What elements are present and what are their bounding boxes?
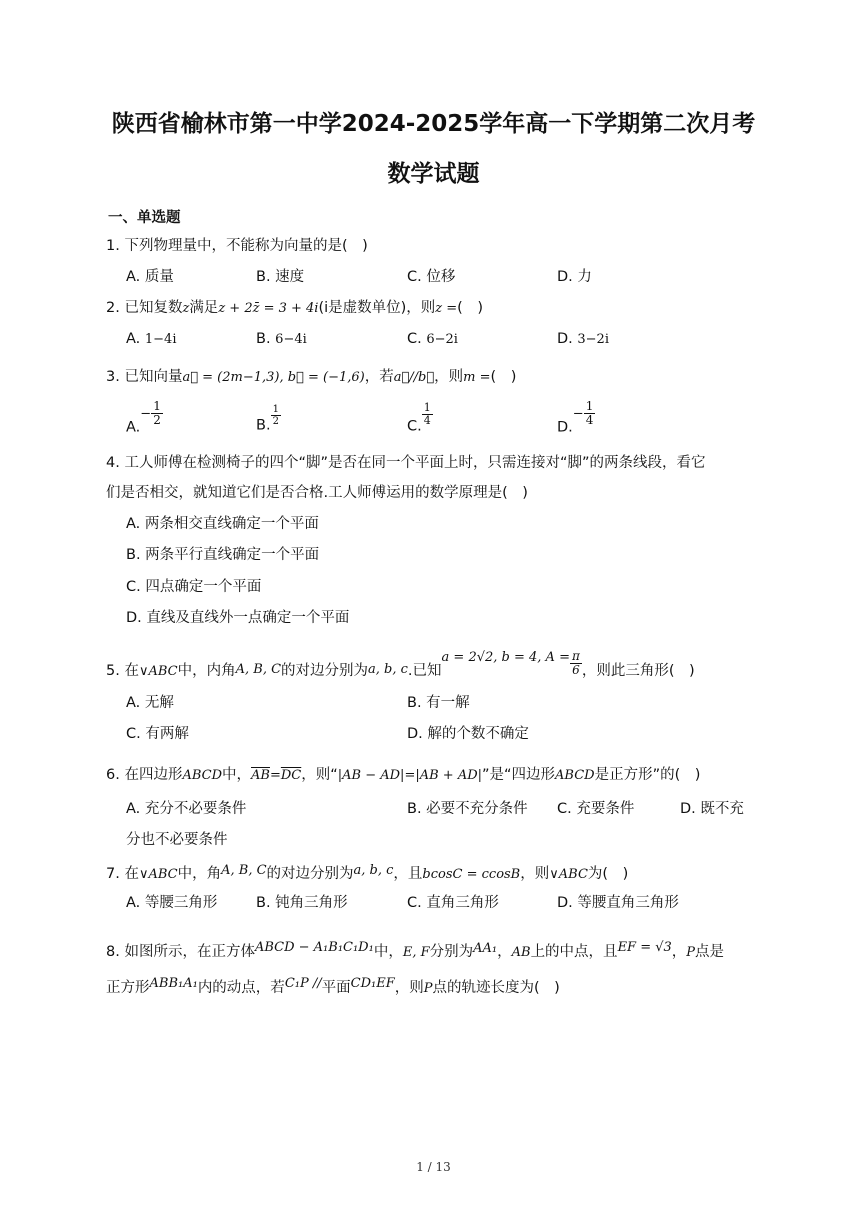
- question-1-option-a: A. 质量: [126, 269, 174, 285]
- question-6-option-d-wrap: 分也不必要条件: [126, 832, 228, 848]
- question-2-option-b: B. 6−4i: [256, 331, 307, 347]
- question-4-option-d: D. 直线及直线外一点确定一个平面: [126, 610, 350, 626]
- question-8-line-2: 正方形ABB₁A₁内的动点，若C₁P //平面CD₁EF，则P点的轨迹长度为( ): [106, 976, 560, 996]
- question-5-option-c: C. 有两解: [126, 726, 189, 742]
- question-3-option-d: D.− $\frac{1}{4}$: [557, 399, 594, 436]
- question-6-option-d: D. 既不充: [680, 801, 744, 817]
- question-7-stem: 7. 在∨ABC中，角A, B, C的对边分别为a, b, c，且bcosC = ccosB，则∨ABC为( ): [106, 863, 629, 882]
- question-1-option-b: B. 速度: [256, 269, 305, 285]
- question-4-option-b: B. 两条平行直线确定一个平面: [126, 547, 320, 563]
- question-5-option-d: D. 解的个数不确定: [407, 726, 529, 742]
- question-3-option-c: C. $\frac{1}{4}$: [407, 401, 431, 435]
- question-2-option-a: A. 1−4i: [126, 331, 177, 347]
- question-4-line-1: 4. 工人师傅在检测椅子的四个“脚”是否在同一个平面上时，只需连接对“脚”的两条线段，看它: [106, 455, 706, 471]
- question-5-stem: 5. 在∨ABC中，内角A, B, C的对边分别为a, b, c.已知a = 2√2, b = 4, A = $\frac{\pi}{6}$ ，则此三角形( ): [106, 648, 695, 679]
- question-4-option-a: A. 两条相交直线确定一个平面: [126, 516, 319, 532]
- question-3-stem: 3. 已知向量a⃗ = (2m−1,3), b⃗ = (−1,6)，若a⃗//b⃗，则m =( ): [106, 369, 517, 385]
- question-2-condition: z + 2z̄ = 3 + 4i: [218, 301, 319, 316]
- question-7-option-b: B. 钝角三角形: [256, 895, 348, 911]
- question-4-line-2: 们是否相交，就知道它们是否合格.工人师傅运用的数学原理是( ): [106, 485, 528, 501]
- question-2-option-d: D. 3−2i: [557, 331, 609, 347]
- question-1-option-c: C. 位移: [407, 269, 456, 285]
- question-7-option-a: A. 等腰三角形: [126, 895, 218, 911]
- page-title: 陕西省榆林市第一中学2024-2025学年高一下学期第二次月考: [111, 111, 756, 137]
- question-2-option-c: C. 6−2i: [407, 331, 458, 347]
- question-6-option-b: B. 必要不充分条件: [407, 801, 528, 817]
- question-3-option-a: A.− $\frac{1}{2}$: [126, 399, 161, 436]
- page-number: 1 / 13: [416, 1160, 451, 1174]
- question-7-option-d: D. 等腰直角三角形: [557, 895, 679, 911]
- question-6-stem: 6. 在四边形ABCD中，$\overline{AB}=\overline{DC}$，则“|AB − AD|=|AB + AD|”是“四边形ABCD是正方形”的( ): [106, 767, 701, 783]
- section-heading: 一、单选题: [108, 210, 181, 226]
- question-5-option-b: B. 有一解: [407, 695, 470, 711]
- question-7-option-c: C. 直角三角形: [407, 895, 499, 911]
- question-1-option-d: D. 力: [557, 269, 592, 285]
- question-3-vectors: a⃗ = (2m−1,3), b⃗ = (−1,6): [182, 370, 365, 385]
- question-6-option-a: A. 充分不必要条件: [126, 801, 247, 817]
- page-subtitle: 数学试题: [387, 161, 480, 187]
- question-8-line-1: 8. 如图所示，在正方体ABCD − A₁B₁C₁D₁中，E, F分别为AA₁，AB上的中点，且EF = √3，P点是: [106, 940, 725, 960]
- question-5-option-a: A. 无解: [126, 695, 174, 711]
- question-4-option-c: C. 四点确定一个平面: [126, 579, 262, 595]
- question-3-option-b: B. $\frac{1}{2}$: [256, 404, 279, 434]
- question-2-stem: 2. 已知复数z满足z + 2z̄ = 3 + 4i(i是虚数单位)，则z =( ): [106, 300, 483, 316]
- question-6-option-c: C. 充要条件: [557, 801, 635, 817]
- question-1-stem: 1. 下列物理量中，不能称为向量的是( ): [106, 238, 368, 254]
